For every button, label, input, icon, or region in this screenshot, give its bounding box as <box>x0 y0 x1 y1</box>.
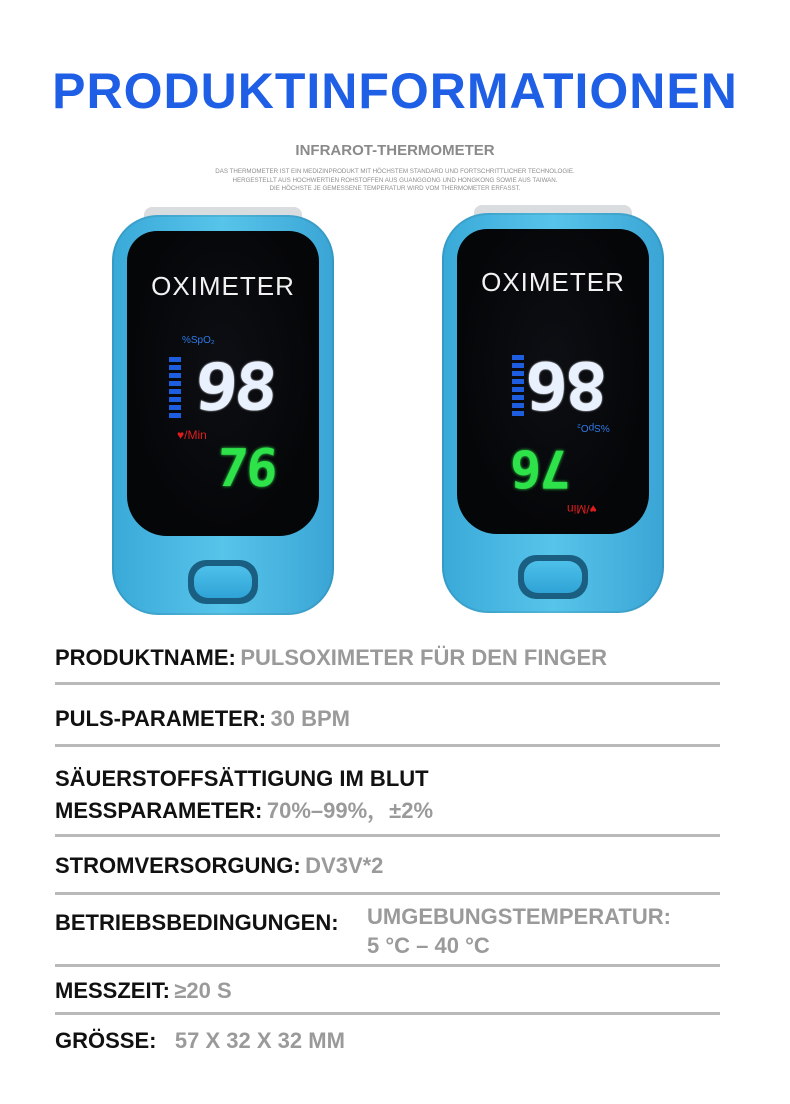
oximeter-screen <box>457 229 649 534</box>
heart-icon: ♥ <box>589 502 597 516</box>
spec-row-size <box>55 1028 345 1054</box>
signal-bars <box>169 357 181 421</box>
power-button[interactable] <box>518 555 588 599</box>
spec-row-power <box>55 852 720 895</box>
spec-row-operating <box>55 904 720 967</box>
page-subtitle: INFRAROT-THERMOMETER <box>295 142 495 159</box>
spec-label: BETRIEBSBEDINGUNGEN: <box>55 910 339 935</box>
spo2-label: %SpO₂ <box>182 335 215 346</box>
spec-row-time <box>55 978 720 1015</box>
spec-label: GRÖSSE: <box>55 1028 157 1053</box>
pulse-value: 76 <box>512 438 571 498</box>
power-button[interactable] <box>188 560 258 604</box>
screen-label: OXIMETER <box>151 271 295 301</box>
spec-value: 70%–99%，±2% <box>266 798 434 823</box>
screen-label: OXIMETER <box>481 267 625 297</box>
page-title: PRODUKTINFORMATIONEN <box>52 63 738 119</box>
description-line: HERGESTELLT AUS HOCHWERTIEN ROHSTOFFEN AUS GUANGGONG UND HONGKONG SOWIE AUS TAIWAN. <box>232 176 558 184</box>
pulse-label <box>567 502 597 516</box>
spec-row-product-name <box>55 642 720 685</box>
spec-value: PULSOXIMETER FÜR DEN FINGER <box>240 645 608 670</box>
spec-label: SÄUERSTOFFSÄTTIGUNG IM BLUT <box>55 766 429 791</box>
spec-value: UMGEBUNGSTEMPERATUR: <box>367 904 671 929</box>
product-description <box>140 168 650 194</box>
pulse-unit: /Min <box>567 502 590 516</box>
spec-label: PULS-PARAMETER: <box>55 706 267 731</box>
spec-label: PRODUKTNAME: <box>55 645 236 670</box>
spec-label: STROMVERSORGUNG: <box>55 853 301 878</box>
device-cap <box>144 207 302 223</box>
oximeter-device-left <box>112 215 334 615</box>
signal-bars <box>512 355 524 419</box>
spec-label: MESSPARAMETER: <box>55 798 263 823</box>
spec-label: MESSZEIT: <box>55 978 170 1003</box>
heart-icon: ♥ <box>177 428 185 442</box>
spo2-value: 98 <box>192 349 277 425</box>
spo2-value: 86 <box>529 347 608 423</box>
spec-value: 30 BPM <box>270 706 350 731</box>
spec-row-pulse <box>55 704 720 747</box>
spec-value: DV3V*2 <box>305 853 384 878</box>
device-cap <box>474 205 632 221</box>
oximeter-device-right <box>442 213 664 613</box>
spec-value: 57 X 32 X 32 MM <box>174 1028 345 1053</box>
spec-value: 5 °C – 40 °C <box>367 933 490 958</box>
pulse-value: 76 <box>214 439 278 499</box>
spo2-label: %SpO₂ <box>577 422 610 433</box>
description-line: DAS THERMOMETER IST EIN MEDIZINPRODUKT MIT HÖCHSTEM STANDARD UND FORTSCHRITTLICHER TECHNOLOGIE. <box>215 168 575 175</box>
pulse-label <box>177 428 207 442</box>
oximeter-screen <box>127 231 319 536</box>
pulse-unit: /Min <box>184 428 207 442</box>
spec-row-saturation <box>55 764 720 837</box>
spec-value: ≥20 S <box>174 978 232 1003</box>
description-line: DIE HÖCHSTE JE GEMESSENE TEMPERATUR WIRD VOM THERMOMETER ERFASST. <box>269 185 521 192</box>
